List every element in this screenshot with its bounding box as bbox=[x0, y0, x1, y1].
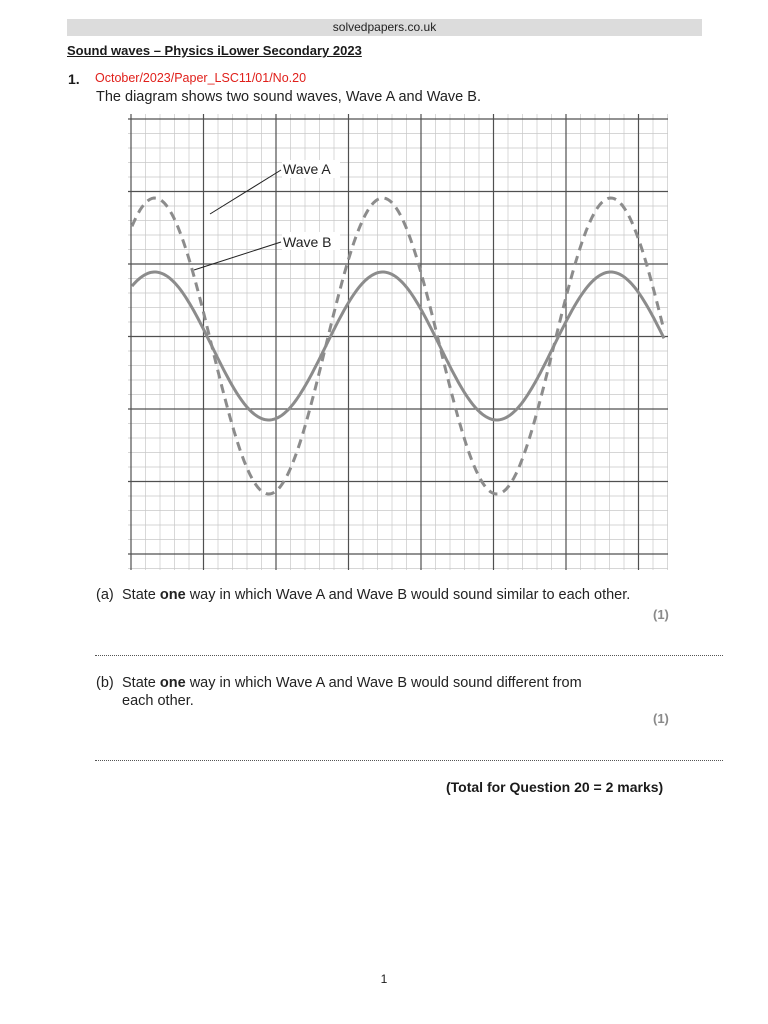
part-b-emphasis: one bbox=[159, 675, 186, 691]
part-a-label: (a) bbox=[96, 587, 114, 603]
part-b-text-before: State bbox=[122, 675, 160, 691]
question-stem: The diagram shows two sound waves, Wave A and Wave B. bbox=[96, 89, 481, 105]
part-b-marks: (1) bbox=[653, 711, 669, 726]
answer-line-b[interactable] bbox=[95, 760, 723, 761]
part-b-text-after-line2: each other. bbox=[122, 693, 194, 709]
wave-b-curve bbox=[132, 272, 664, 420]
part-a bbox=[96, 586, 630, 604]
page-number: 1 bbox=[380, 972, 388, 986]
document-title: Sound waves – Physics iLower Secondary 2023 bbox=[67, 43, 362, 58]
site-banner bbox=[67, 19, 702, 36]
part-a-text-after: way in which Wave A and Wave B would sound similar to each other. bbox=[185, 587, 631, 603]
question-reference: October/2023/Paper_LSC11/01/No.20 bbox=[95, 71, 307, 85]
part-a-text-before: State bbox=[122, 587, 160, 603]
question-total: (Total for Question 20 = 2 marks) bbox=[446, 779, 664, 795]
site-name: solvedpapers.co.uk bbox=[332, 20, 437, 34]
wave-b-leader-line bbox=[194, 242, 281, 270]
part-b bbox=[96, 674, 582, 710]
answer-line-a[interactable] bbox=[95, 655, 723, 656]
part-b-label: (b) bbox=[96, 675, 114, 691]
question-number: 1. bbox=[68, 71, 80, 87]
part-a-marks: (1) bbox=[653, 607, 669, 622]
part-a-emphasis: one bbox=[159, 587, 186, 603]
wave-diagram bbox=[128, 114, 668, 570]
wave-b-label: Wave B bbox=[283, 234, 332, 250]
wave-a-label: Wave A bbox=[283, 161, 331, 177]
part-b-text-after-line1: way in which Wave A and Wave B would sound different from bbox=[185, 675, 582, 691]
